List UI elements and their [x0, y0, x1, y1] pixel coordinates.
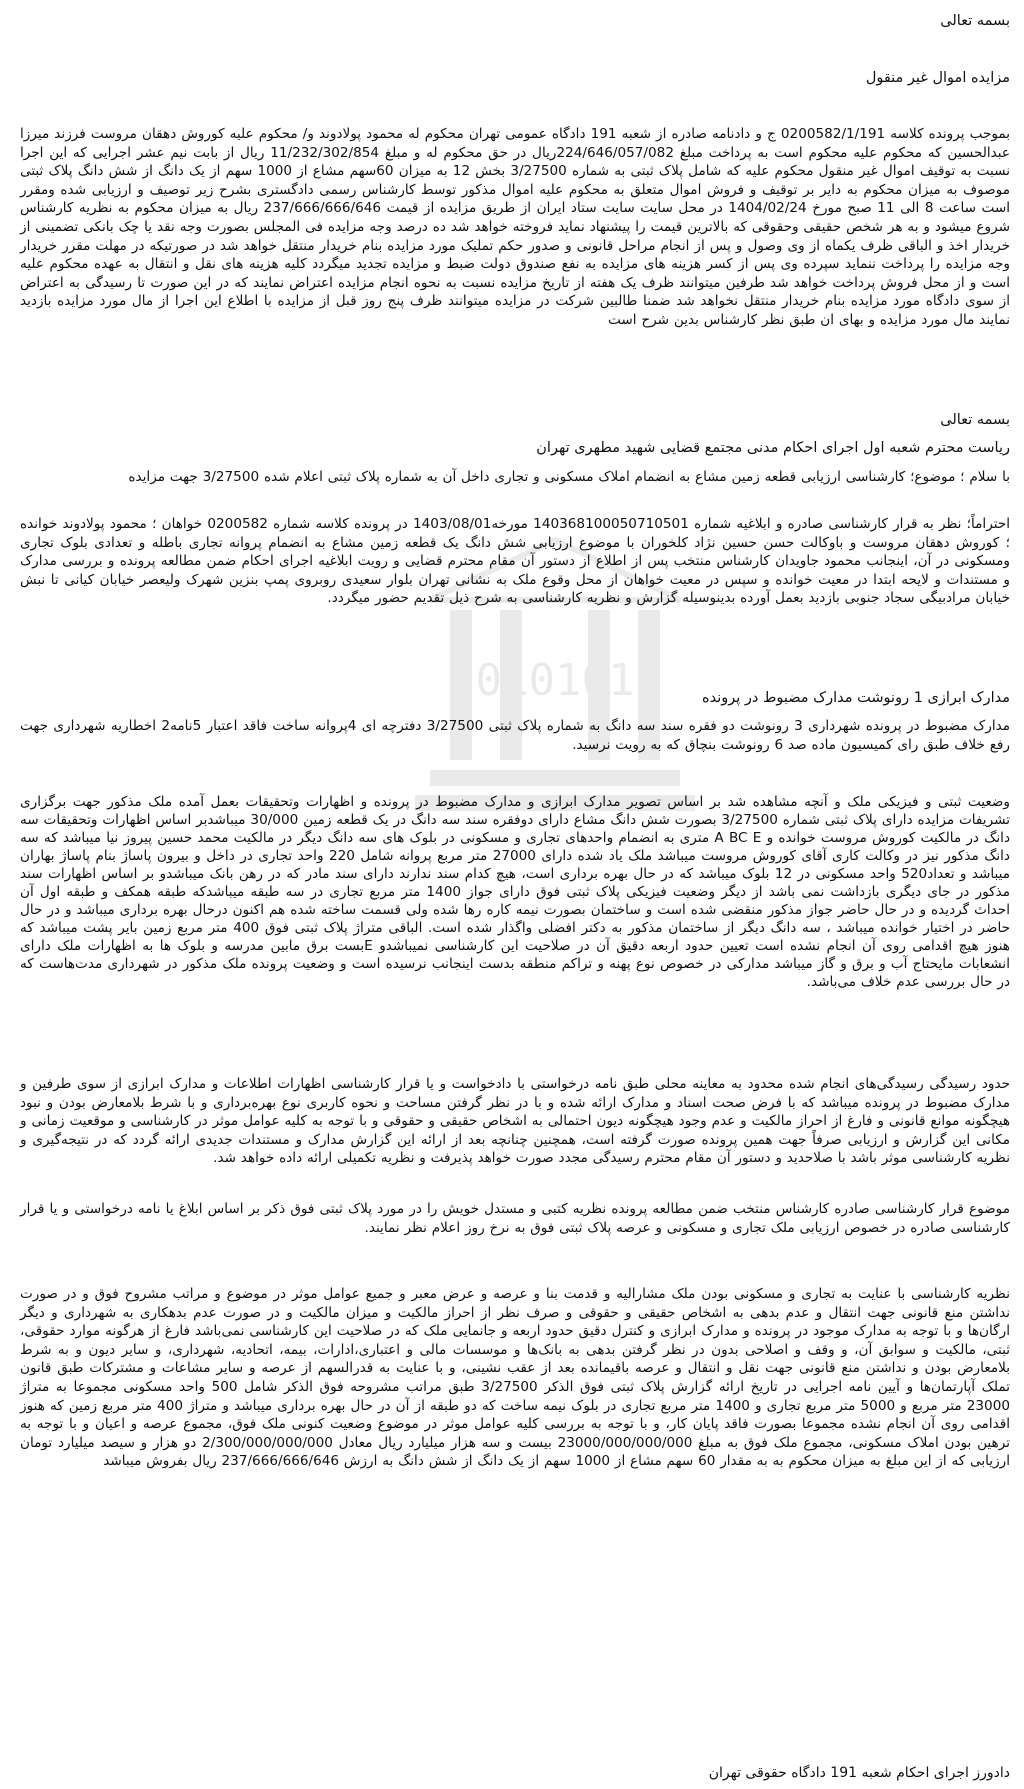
- subject-paragraph: با سلام ؛ موضوع؛ کارشناسی ارزیابی قطعه زمین مشاع به انضمام املاک مسکونی و تجاری داخل آن به شماره پلاک ثبتی اعلام شده 3/27500 جهت مزایده: [128, 469, 1010, 485]
- svg-text:010101: 010101: [475, 655, 635, 706]
- documents-paragraph: مدارک مضبوط در پرونده شهرداری 3 رونوشت دو فقره سند سه دانگ به شماره پلاک ثبتی 3/27500 دفترچه ای 4پروانه ساخت فاقد اعتبار 5نامه2 اخطاریه شهرداری جهت رفع خلاف طبق رای کمیسیون ماده صد 6 رونوشت بنچاق که به رویت نرسید.: [20, 718, 1011, 753]
- basmala-mid: بسمه تعالی: [940, 412, 1010, 428]
- auction-announcement-paragraph: بموجب پرونده کلاسه 0200582/1/191 ج و دادنامه صادره از شعبه 191 دادگاه عمومی تهران محکوم له محمود پولادوند و/ محکوم علیه کوروش دهقان مروست فرزند میرزا عبدالحسین که محکوم علیه محکوم است به پرداخت مبلغ 224/646/057/082ریال در حق محکوم له و مبلغ 11/232/302/854 ریال از بابت نیم عشر اجرایی که این اجرا نسبت به توقیف اموال غیر منقول محکوم علیه که شامل پلاک ثبتی به شماره 3/27500 بخش 12 به میزان 60سهم مشاع از 1000 سهم از یک دانگ از شش دانگ پلاک ثبتی موصوف به میزان محکوم به دایر بر توقیف و فروش اموال متعلق به محکوم علیه اموال مذکور توسط کارشناس رسمی دادگستری بشرح زیر توصیف و ارزیابی شده ومقرر است ساعت 8 الی 11 صبح مورخ 1404/02/24 در محل سایت سایت ستاد ایران از طریق مزایده از قیمت 237/666/666/646 ریال به میزان محکوم به نظریه کارشناس شروع میشود و به هر شخص حقیقی وحقوقی که بالاترین قیمت را پیشنهاد نماید فروخته خواهد شد ده درصد وجه مزایده فی المجلس بصورت وجه نقد یا چک بانکی تضمینی از خریدار اخذ و الباقی ظرف یکماه از وی وصول و پس از انجام مراحل قانونی و صدور حکم تملیک مورد مزایده بنام خریدار منتقل خواهد شد در صورتیکه در مهلت مقرر خریدار وجه مزایده را پرداخت ننماید سپرده وی پس از کسر هزینه های مزایده به نفع صندوق دولت ضبط و مزایده تجدید میگردد کلیه هزینه های نقل و انتقال به عهده محکوم علیه است و از محل فروش پرداخت خواهد شد طرفین میتوانند ظرف یک هفته از تاریخ مزایده نسبت به نحوه انجام مزایده اعتراض نمایند که در این صورت تا رسیدگی به اعتراض از سوی دادگاه مورد مزایده بنام خریدار منتقل نخواهد شد ضمنا طالبین شرکت در مزایده میتوانند ظرف پنج روز قبل از مزایده با اطلاع این اجرا از مال مورد مزایده بازدید نمایند مال مورد مزایده و بهای ان طبق نظر کارشناس بدین شرح است: [20, 126, 1010, 328]
- documents-heading: مدارک ابرازی 1 رونوشت مدارک مضبوط در پرونده: [701, 690, 1010, 706]
- basmala-top: بسمه تعالی: [940, 13, 1010, 29]
- expert-opinion-paragraph: نظریه کارشناسی با عنایت به تجاری و مسکونی بودن ملک مشارالیه و قدمت بنا و عرصه و عرض معبر و جمیع عوامل موثر در موضوع و مراتب مشروح فوق و در صورت نداشتن منع قانونی جهت انتقال و عدم بدهی به اشخاص حقیقی و حقوقی و صرف نظر از احراز مالکیت و میزان مالکیت و در صورت عدم بدهکاری به شهرداری و دیگر ارگان‌ها و با توجه به مدارک موجود در پرونده و مدارک ابرازی و کنترل دقیق حدود اربعه و جانمایی ملک که در صلاحیت این کارشناسی نمی‌باشد فارغ از هرگونه موارد حقوقی، ثبتی، مالکیت و سوابق آن، و وقف و اصلاحی بدون در نظر گرفتن بدهی به بانک‌ها و موسسات مالی و اعتباری،ادارات، بیمه، اتحادیه، شهرداری، و سایر دیون و به شرط بلامعارض بودن و نداشتن منع قانونی جهت نقل و انتقال و عرصه باقیمانده بعد از عقب نشینی، و با عنایت به قدرالسهم از عرصه و سایر مشاعات و مشترکات طبق قانون تملک آپارتمان‌ها و آیین نامه اجرایی در تاریخ ارائه گزارش پلاک ثبتی فوق الذکر 3/27500 طبق مراتب مشروحه فوق الذکر شامل 500 واحد مسکونی مجموعا به متراژ 23000 متر مربع و 5000 متر مربع تجاری و 1400 متر مربع تجاری در بلوک نیمه ساخت که دو طبقه از آن در حال بهره برداری میباشد و متراژ 400 متر مربع زمین که هنوز اقدامی روی آن انجام نشده مجموعا بصورت فاقد پایان کار، و با توجه به بررسی کلیه عوامل موثر در موضوع وضعیت کنونی ملک فوق، مجموع عرصه و اعیان و با توجه به ترهین بودن املاک مسکونی، مجموع ملک فوق به مبلغ 23000/000/000/000 بیست و سه هزار میلیارد ریال معادل 2/300/000/000/000 دو هزار و سیصد میلیارد تومان ارزیابی که از این مبلغ به میزان محکوم به به مقدار 60 سهم مشاع از 1000 سهم از یک دانگ از شش دانگ به ارزش 237/666/666/646 ریال بفروش میباشد: [20, 1286, 1010, 1470]
- page-title: مزایده اموال غیر منقول: [865, 70, 1010, 86]
- review-scope-paragraph: حدود رسیدگی رسیدگی‌های انجام شده محدود به معاینه محلی طبق نامه درخواستی با دادخواست و یا قرار کارشناسی اظهارات اطلاعات و مدارک ابرازی از سوی طرفین و مدارک مضبوط در پرونده میباشد که با فرض صحت اسناد و مدارک ارائه شده و با در نظر گرفتن مساحت و نحوه کاربری نوع بهره‌برداری و با شرط بلامعارض بودن و نبود هیچگونه موانع قانونی و فارغ از احراز مالکیت و عدم وجود هیچگونه دیون احتمالی به اشخاص حقیقی و حقوقی و با توجه به کلیه عوامل موثر در کارشناسی و موقعیت زمانی و مکانی این گزارش و ارزیابی صرفاً جهت همین پرونده صورت گرفته است، همچنین چنانچه بعد از ارائه این گزارش مدارک و مستندات جدیدی ارائه گردد که در نتیجه‌گیری و نظریه کارشناسی موثر باشد با صلاحدید و دستور آن مقام محترم رسیدگی مجدد صورت خواهد پذیرفت و نظریه تکمیلی ارائه داده خواهد شد.: [20, 1076, 1010, 1167]
- addressee-line: ریاست محترم شعبه اول اجرای احکام مدنی مجتمع قضایی شهید مطهری تهران: [536, 440, 1010, 456]
- property-status-paragraph: وضعیت ثبتی و فیزیکی ملک و آنچه مشاهده شد بر اساس تصویر مدارک ابرازی و مدارک مضبوط در پرونده و اظهارات وتحقیقات بعمل آمده ملک مذکور جهت برگزاری تشریفات مزایده دارای پلاک ثبتی شماره 3/27500 بصورت شش دانگ مشاع دارای دوفقره سند سه دانگ در یک قطعه زمین 30/000 میباشدبر اساس اظهارات وتحقیقات سه دانگ در مالکیت کوروش مروست خوانده و A BC E متری به انضمام واحدهای تجاری و مسکونی در بلوک های سه دانگ دیگر در مالکیت محمد حسین پیروز نیا میباشد که سه دانگ مذکور نیز در وکالت کاری آقای کوروش مروست میباشد ملک یاد شده دارای 27000 متر مربع پروانه شامل 220 واحد تجاری در داخل و بیرون پاساژ بنام پاساژ بهاران میباشد و تعداد520 واحد مسکونی در 12 بلوک میباشد که در حال بهره برداری است، هیچ کدام سند ندارند دارای سند مادر که در رهن بانک میباشدو بر اساس اظهارات سند مذکور در جای دیگری بازداشت نمی باشد از دیگر وضعیت فیزیکی پلاک ثبتی فوق دارای جواز 1400 متر مربع تجاری در سه طبقه میباشدکه طبقه همکف و طبقه اول آن احداث گردیده و در حال حاضر جواز مذکور منقضی شده است و ساختمان بصورت نیمه کاره رها شده ولی قسمت ساخته شده هم اکنون درحال بهره برداری میباشد و در حال حاضر در اختیار خوانده میباشد ، سه دانگ دیگر از ساختمان مذکور به دکتر افضلی واگذار شده است. الباقی متراژ پلاک ثبتی فوق 400 متر مربع زمین بایر پشت میباشد که هنوز هیچ اقدامی روی آن انجام نشده است تعیین حدود اربعه دقیق آن در صلاحیت این کارشناسی نمیباشدو Eبست برق مابین مدرسه و بلوک ها به اظهارات ملک دارای انشعابات مایحتاج آب و برق و گاز میباشد مدارکی در خصوص نوع پهنه و تراکم منطقه بدست اینجانب نرسیده است و وضعیت پرونده ملک مذکور در شهرداری مدت‌هاست که در حال بررسی عدم خلاف می‌باشد.: [20, 794, 1010, 990]
- intro-paragraph: احتراماً؛ نظر به قرار کارشناسی صادره و ابلاغیه شماره 140368100050710501 مورخه1403/08/01 در پرونده کلاسه شماره 0200582 خواهان ؛ محمود پولادوند خوانده ؛ کوروش دهقان مروست و باوکالت حسن حسین نژاد کلخوران با موضوع ارزیابی شش دانگ یک قطعه زمین مشاع به انضمام پروانه تجاری باطله و تعدادی بلوک تجاری ومسکونی در آن، اینجانب محمود جاویدان کارشناس منتخب پس از اطلاع از دستور آن مقام محترم قضایی و رویت ابلاغیه اجرای احکام ضمن مطالعه پرونده و بررسی مدارک و مستندات و لایحه ابتدا در معیت خوانده و سپس در معیت خواهان از محل وقوع ملک به نشانی تهران بلوار سعیدی روبروی پمپ بنزین شهرک ولیعصر خیابان کیانی تا نبش خیابان مرادبیگی سجاد جنوبی بازدید بعمل آورده بدینوسیله گزارش و نظریه کارشناسی به شرح ذیل تقدیم حضور میگردد.: [20, 516, 1010, 607]
- assignment-subject-paragraph: موضوع قرار کارشناسی صادره کارشناس منتخب ضمن مطالعه پرونده نظریه کتبی و مستدل خویش را در مورد پلاک ثبتی فوق ذکر بر اساس ابلاغ یا نامه درخواستی و یا قرار کارشناسی صادره در خصوص ارزیابی ملک تجاری و مسکونی و عرصه پلاک ثبتی فوق به نرخ روز اعلام نظر نمایند.: [20, 1201, 1010, 1236]
- signature-line: دادورز اجرای احکام شعبه 191 دادگاه حقوقی تهران: [708, 1765, 1010, 1781]
